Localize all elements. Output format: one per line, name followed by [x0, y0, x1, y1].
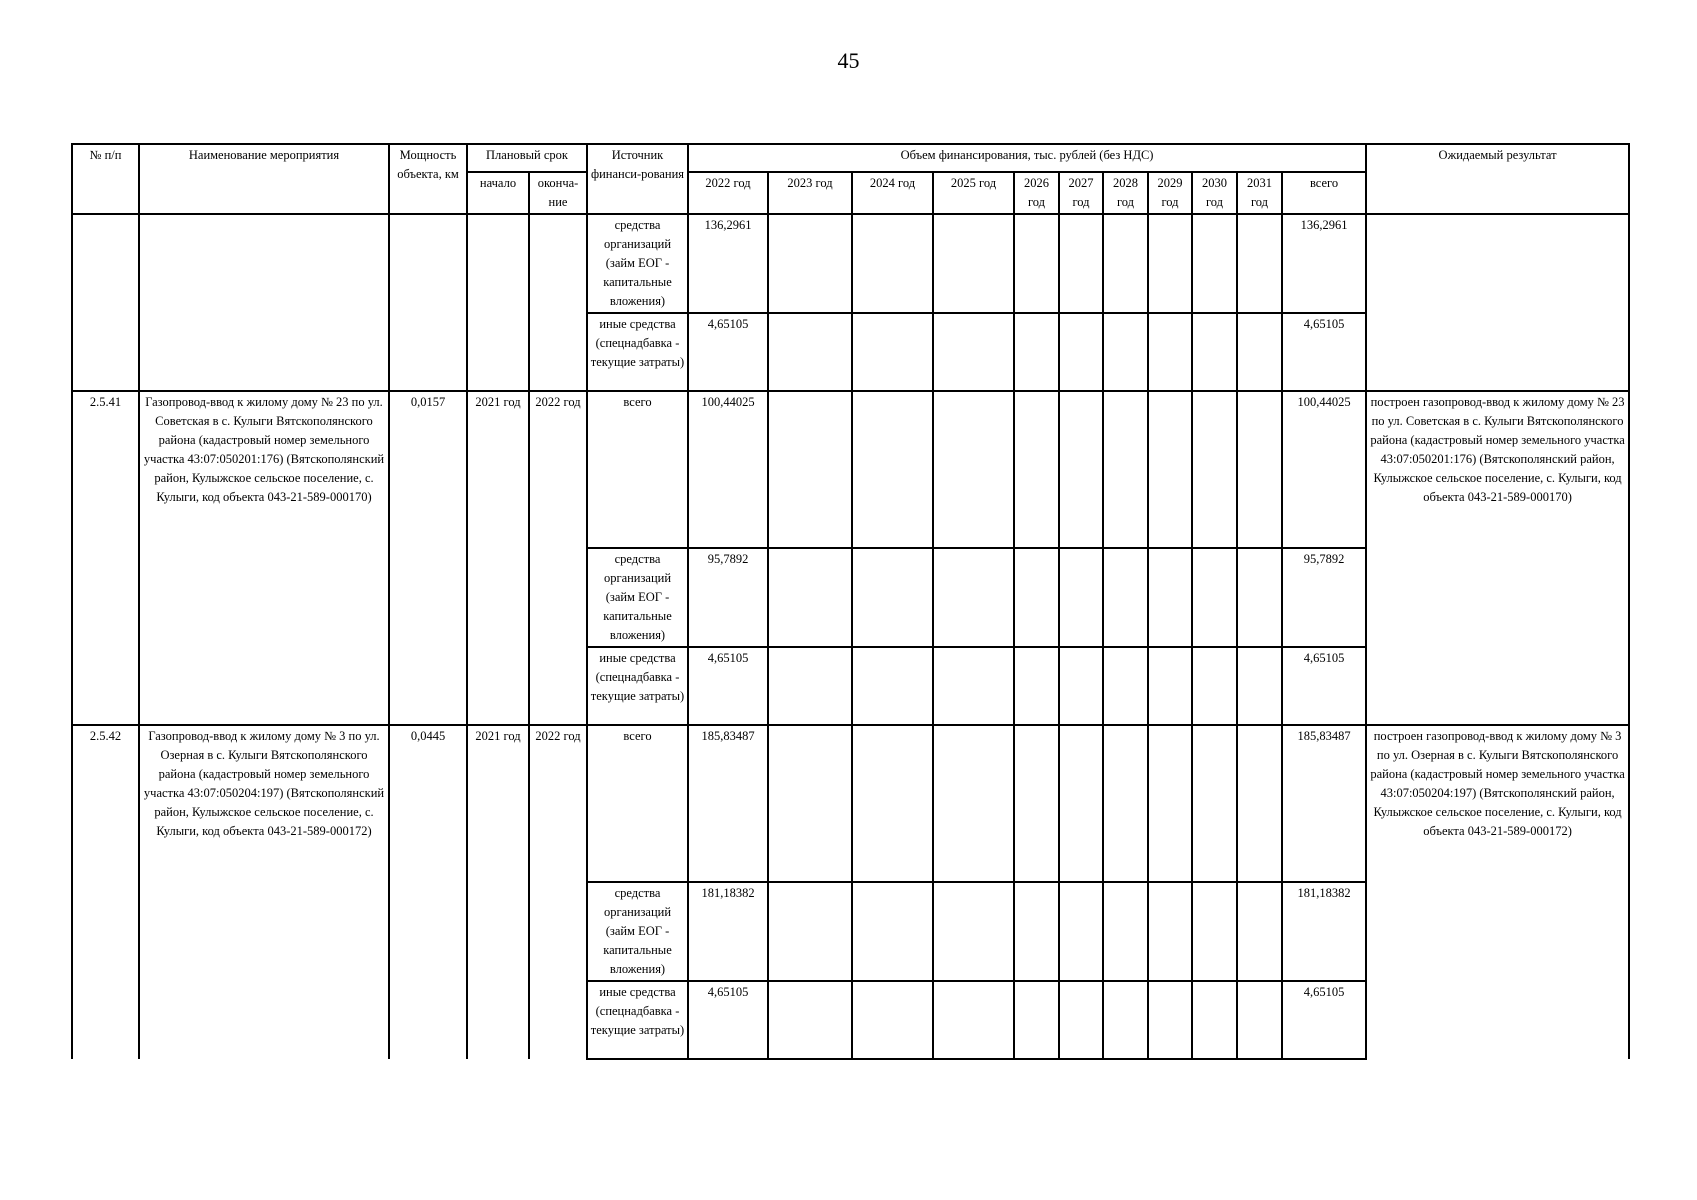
- source-cell: иные средства (спецнадбавка - текущие затраты): [587, 647, 688, 725]
- source-cell: иные средства (спецнадбавка - текущие затраты): [587, 981, 688, 1059]
- header-year-2022: 2022 год: [688, 172, 768, 214]
- source-cell: всего: [587, 725, 688, 882]
- source-cell: всего: [587, 391, 688, 548]
- value-total: 4,65105: [1282, 313, 1366, 391]
- source-cell: средства организаций (займ ЕОГ - капитальные вложения): [587, 882, 688, 981]
- header-year-2027: 2027 год: [1059, 172, 1103, 214]
- carryover-num: [72, 214, 139, 391]
- value-2022: 4,65105: [688, 647, 768, 725]
- item-result: построен газопровод-ввод к жилому дому № 3 по ул. Озерная в с. Кулыги Вятскополянского района (кадастровый номер земельного участка 43:07:050204:197) (Вятскополянский район, Кулыжское сельское поселение, с. Кулыги, код объекта 043-21-589-000172): [1366, 725, 1629, 1059]
- item-capacity: 0,0445: [389, 725, 467, 1059]
- value-2022: 185,83487: [688, 725, 768, 882]
- header-year-2029: 2029 год: [1148, 172, 1192, 214]
- carryover-capacity: [389, 214, 467, 391]
- value-total: 185,83487: [1282, 725, 1366, 882]
- header-year-2031: 2031 год: [1237, 172, 1282, 214]
- value-2022: 100,44025: [688, 391, 768, 548]
- item-name: Газопровод-ввод к жилому дому № 23 по ул. Советская в с. Кулыги Вятскополянского района (кадастровый номер земельного участка 43:07:050201:176) (Вятскополянский район, Кулыжское сельское поселение, с. Кулыги, код объекта 043-21-589-000170): [139, 391, 389, 725]
- carryover-start: [467, 214, 529, 391]
- header-name: Наименование мероприятия: [139, 144, 389, 214]
- value-2022: 4,65105: [688, 313, 768, 391]
- item-num: 2.5.41: [72, 391, 139, 725]
- carryover-name: [139, 214, 389, 391]
- carryover-end: [529, 214, 587, 391]
- header-result: Ожидаемый результат: [1366, 144, 1629, 214]
- header-start: начало: [467, 172, 529, 214]
- value-2022: 4,65105: [688, 981, 768, 1059]
- item-num: 2.5.42: [72, 725, 139, 1059]
- header-total: всего: [1282, 172, 1366, 214]
- header-year-2026: 2026 год: [1014, 172, 1059, 214]
- header-year-2023: 2023 год: [768, 172, 852, 214]
- value-total: 100,44025: [1282, 391, 1366, 548]
- item-start: 2021 год: [467, 391, 529, 725]
- header-funding: Объем финансирования, тыс. рублей (без НДС): [688, 144, 1366, 172]
- source-cell: иные средства (спецнадбавка - текущие затраты): [587, 313, 688, 391]
- value-2022: 136,2961: [688, 214, 768, 313]
- header-end: оконча-ние: [529, 172, 587, 214]
- header-planned-term: Плановый срок: [467, 144, 587, 172]
- item-start: 2021 год: [467, 725, 529, 1059]
- header-year-2028: 2028 год: [1103, 172, 1148, 214]
- header-year-2030: 2030 год: [1192, 172, 1237, 214]
- value-total: 4,65105: [1282, 647, 1366, 725]
- value-2022: 181,18382: [688, 882, 768, 981]
- item-result: построен газопровод-ввод к жилому дому № 23 по ул. Советская в с. Кулыги Вятскополянского района (кадастровый номер земельного участка 43:07:050201:176) (Вятскополянский район, Кулыжское сельское поселение, с. Кулыги, код объекта 043-21-589-000170): [1366, 391, 1629, 725]
- header-num: № п/п: [72, 144, 139, 214]
- header-year-2025: 2025 год: [933, 172, 1014, 214]
- header-capacity: Мощность объекта, км: [389, 144, 467, 214]
- item-capacity: 0,0157: [389, 391, 467, 725]
- table-row: [72, 391, 1629, 548]
- value-2022: 95,7892: [688, 548, 768, 647]
- item-end: 2022 год: [529, 725, 587, 1059]
- page-number: 45: [837, 48, 860, 73]
- source-cell: средства организаций (займ ЕОГ - капитальные вложения): [587, 214, 688, 313]
- carryover-result: [1366, 214, 1629, 391]
- table-row: [72, 214, 1629, 313]
- item-end: 2022 год: [529, 391, 587, 725]
- header-year-2024: 2024 год: [852, 172, 933, 214]
- value-total: 136,2961: [1282, 214, 1366, 313]
- table-row: [72, 725, 1629, 882]
- funding-table: [71, 143, 1630, 1060]
- header-source: Источник финанси-рования: [587, 144, 688, 214]
- value-total: 95,7892: [1282, 548, 1366, 647]
- value-total: 181,18382: [1282, 882, 1366, 981]
- value-total: 4,65105: [1282, 981, 1366, 1059]
- item-name: Газопровод-ввод к жилому дому № 3 по ул. Озерная в с. Кулыги Вятскополянского района (кадастровый номер земельного участка 43:07:050204:197) (Вятскополянский район, Кулыжское сельское поселение, с. Кулыги, код объекта 043-21-589-000172): [139, 725, 389, 1059]
- source-cell: средства организаций (займ ЕОГ - капитальные вложения): [587, 548, 688, 647]
